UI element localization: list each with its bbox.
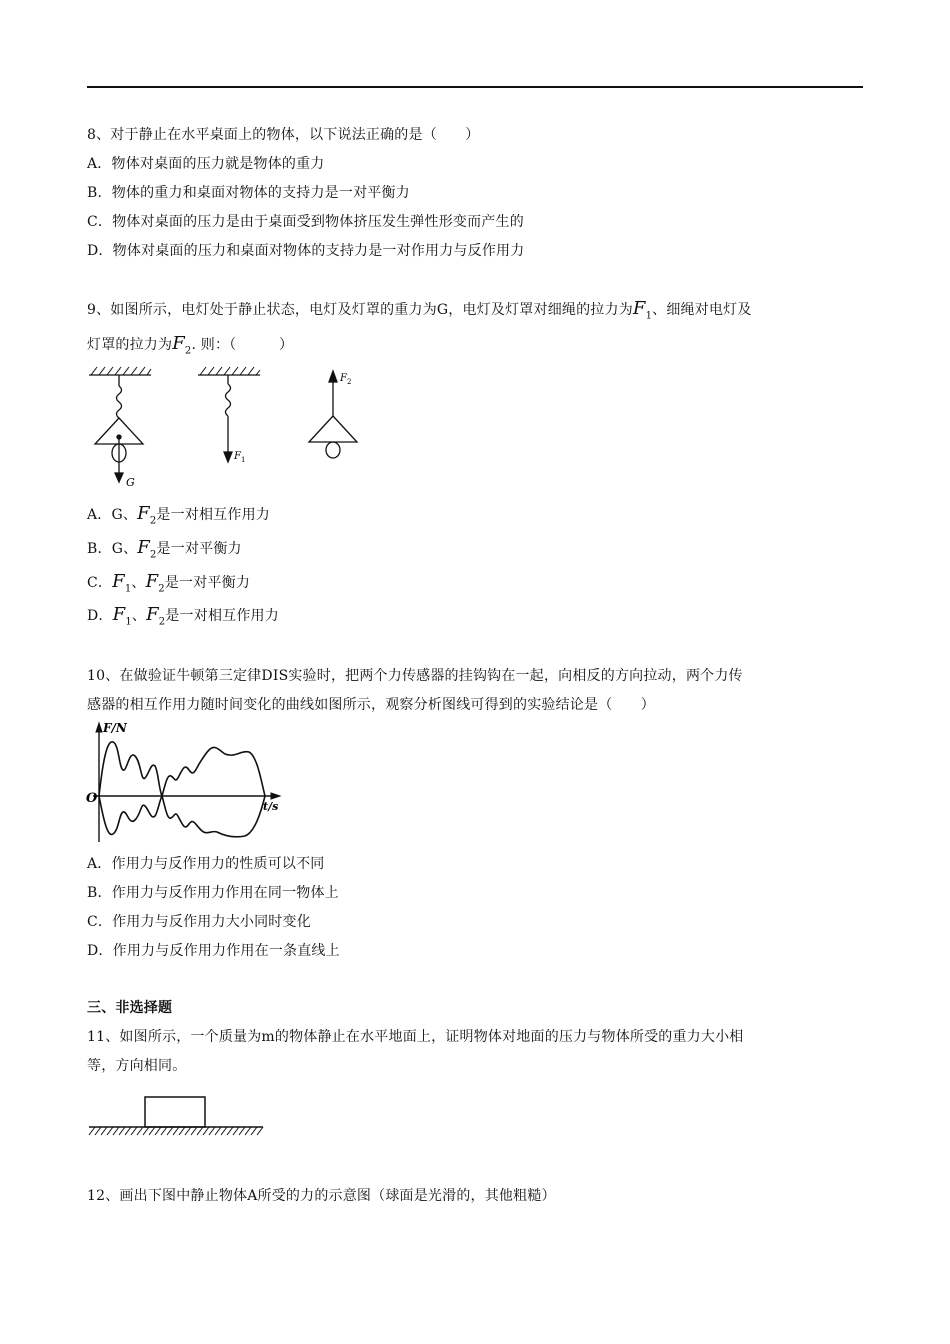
ground-hatching	[89, 1127, 263, 1135]
q12-stem: 12、画出下图中静止物体A所受的力的示意图（球面是光滑的，其他粗糙）	[87, 1188, 556, 1204]
q11-stem-line1: 11、如图所示，一个质量为m的物体静止在水平地面上，证明物体对地面的压力与物体所受的重力大小相	[87, 1029, 744, 1045]
label-G: G	[126, 476, 135, 489]
label-F2: $F_2$	[340, 373, 352, 386]
label-F1: $F_1$	[234, 451, 246, 464]
q9-stem-line2: 灯罩的拉力为$F_2$. 则：（ ）	[87, 333, 294, 357]
q10-option-a: A．作用力与反作用力的性质可以不同	[87, 856, 325, 872]
q10-force-time-graph	[85, 720, 290, 846]
q10-stem-line1: 10、在做验证牛顿第三定律DIS实验时，把两个力传感器的挂钩钩在一起，向相反的方向拉动，两个力传	[87, 668, 743, 684]
q9-option-b: B．G、$F_2$是一对平衡力	[87, 537, 242, 561]
reaction-force-curve	[99, 796, 265, 837]
q9-stem-line1: 9、如图所示，电灯处于静止状态，电灯及灯罩的重力为G，电灯及灯罩对细绳的拉力为$F_1$、细绳对电灯及	[87, 298, 752, 322]
y-axis-label: F/N	[103, 721, 127, 735]
q8-option-c: C．物体对桌面的压力是由于桌面受到物体挤压发生弹性形变而产生的	[87, 214, 524, 230]
action-force-curve	[99, 742, 265, 796]
q8-option-b: B．物体的重力和桌面对物体的支持力是一对平衡力	[87, 185, 410, 201]
section-heading: 三、非选择题	[87, 1000, 173, 1016]
q8-option-d: D．物体对桌面的压力和桌面对物体的支持力是一对作用力与反作用力	[87, 243, 525, 259]
block	[145, 1097, 205, 1127]
lamp-with-gravity-diagram	[89, 367, 151, 482]
q11-block-on-ground-figure	[85, 1094, 267, 1142]
q9-option-d: D．$F_1$、$F_2$是一对相互作用力	[87, 604, 279, 628]
q8-option-a: A．物体对桌面的压力就是物体的重力	[87, 156, 325, 172]
q9-option-c: C．$F_1$、$F_2$是一对平衡力	[87, 571, 251, 595]
rope-force-diagram	[198, 367, 260, 462]
q10-option-c: C．作用力与反作用力大小同时变化	[87, 914, 311, 930]
q10-option-d: D．作用力与反作用力作用在一条直线上	[87, 943, 340, 959]
q9-lamp-figure	[85, 366, 375, 490]
header-rule	[87, 86, 863, 88]
x-axis-label: t/s	[263, 800, 279, 813]
q10-option-b: B．作用力与反作用力作用在同一物体上	[87, 885, 339, 901]
q10-stem-line2: 感器的相互作用力随时间变化的曲线如图所示，观察分析图线可得到的实验结论是（ ）	[87, 697, 655, 713]
q11-stem-line2: 等，方向相同。	[87, 1058, 187, 1074]
origin-label: O	[86, 791, 98, 806]
q8-stem: 8、对于静止在水平桌面上的物体，以下说法正确的是（ ）	[87, 127, 480, 143]
q9-option-a: A．G、$F_2$是一对相互作用力	[87, 503, 270, 527]
